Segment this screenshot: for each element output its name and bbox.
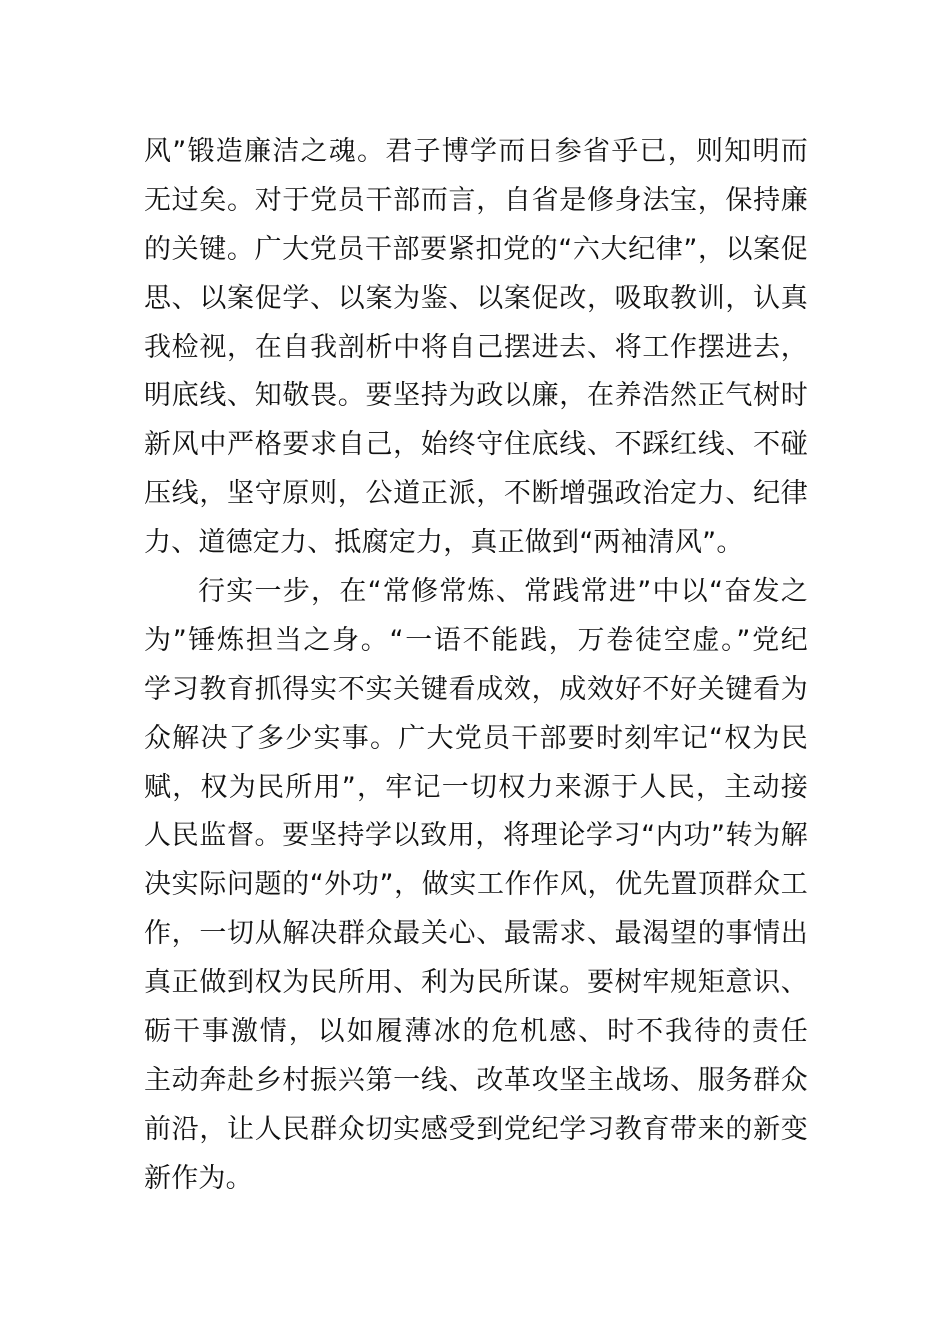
text-line: 人民监督。要坚持学以致用，将理论学习“内功”转为解 [144, 820, 808, 852]
text-line: 压线，坚守原则，公道正派，不断增强政治定力、纪律 [144, 478, 808, 510]
text-line: 众解决了多少实事。广大党员干部要时刻牢记“权为民 [144, 722, 808, 754]
text-line: 我检视，在自我剖析中将自己摆进去、将工作摆进去， [144, 331, 808, 363]
text-line: 真正做到权为民所用、利为民所谋。要树牢规矩意识、 [144, 967, 808, 999]
text-line: 为”锤炼担当之身。“一语不能践，万卷徒空虚。”党纪 [144, 624, 808, 656]
text-line: 力、道德定力、抵腐定力，真正做到“两袖清风”。 [144, 527, 744, 559]
paragraph-1 [144, 128, 808, 568]
text-line: 赋，权为民所用”，牢记一切权力来源于人民，主动接 [144, 771, 808, 803]
text-line: 主动奔赴乡村振兴第一线、改革攻坚主战场、服务群众 [144, 1064, 808, 1096]
text-line: 新作为。 [144, 1162, 253, 1194]
text-line: 风”锻造廉洁之魂。君子博学而日参省乎已，则知明而 [144, 136, 808, 167]
text-line: 砺干事激情，以如履薄冰的危机感、时不我待的责任 [144, 1016, 808, 1048]
text-line: 新风中严格要求自己，始终守住底线、不踩红线、不碰 [144, 429, 808, 461]
text-line: 学习教育抓得实不实关键看成效，成效好不好关键看为 [144, 673, 808, 705]
paragraph-2 [144, 568, 808, 1204]
text-line: 明底线、知敬畏。要坚持为政以廉，在养浩然正气树时 [144, 380, 808, 412]
text-line: 无过矣。对于党员干部而言，自省是修身法宝，保持廉 [144, 184, 808, 216]
text-line: 决实际问题的“外功”，做实工作作风，优先置顶群众工 [144, 869, 808, 901]
text-line: 作，一切从解决群众最关心、最需求、最渴望的事情出 [144, 918, 808, 950]
body-text [144, 128, 808, 1204]
text-line: 前沿，让人民群众切实感受到党纪学习教育带来的新变 [144, 1113, 808, 1145]
text-line: 思、以案促学、以案为鉴、以案促改，吸取教训，认真 [144, 282, 808, 314]
text-line: 的关键。广大党员干部要紧扣党的“六大纪律”，以案促 [144, 233, 808, 265]
text-line: 行实一步，在“常修常炼、常践常进”中以“奋发之 [198, 576, 808, 608]
